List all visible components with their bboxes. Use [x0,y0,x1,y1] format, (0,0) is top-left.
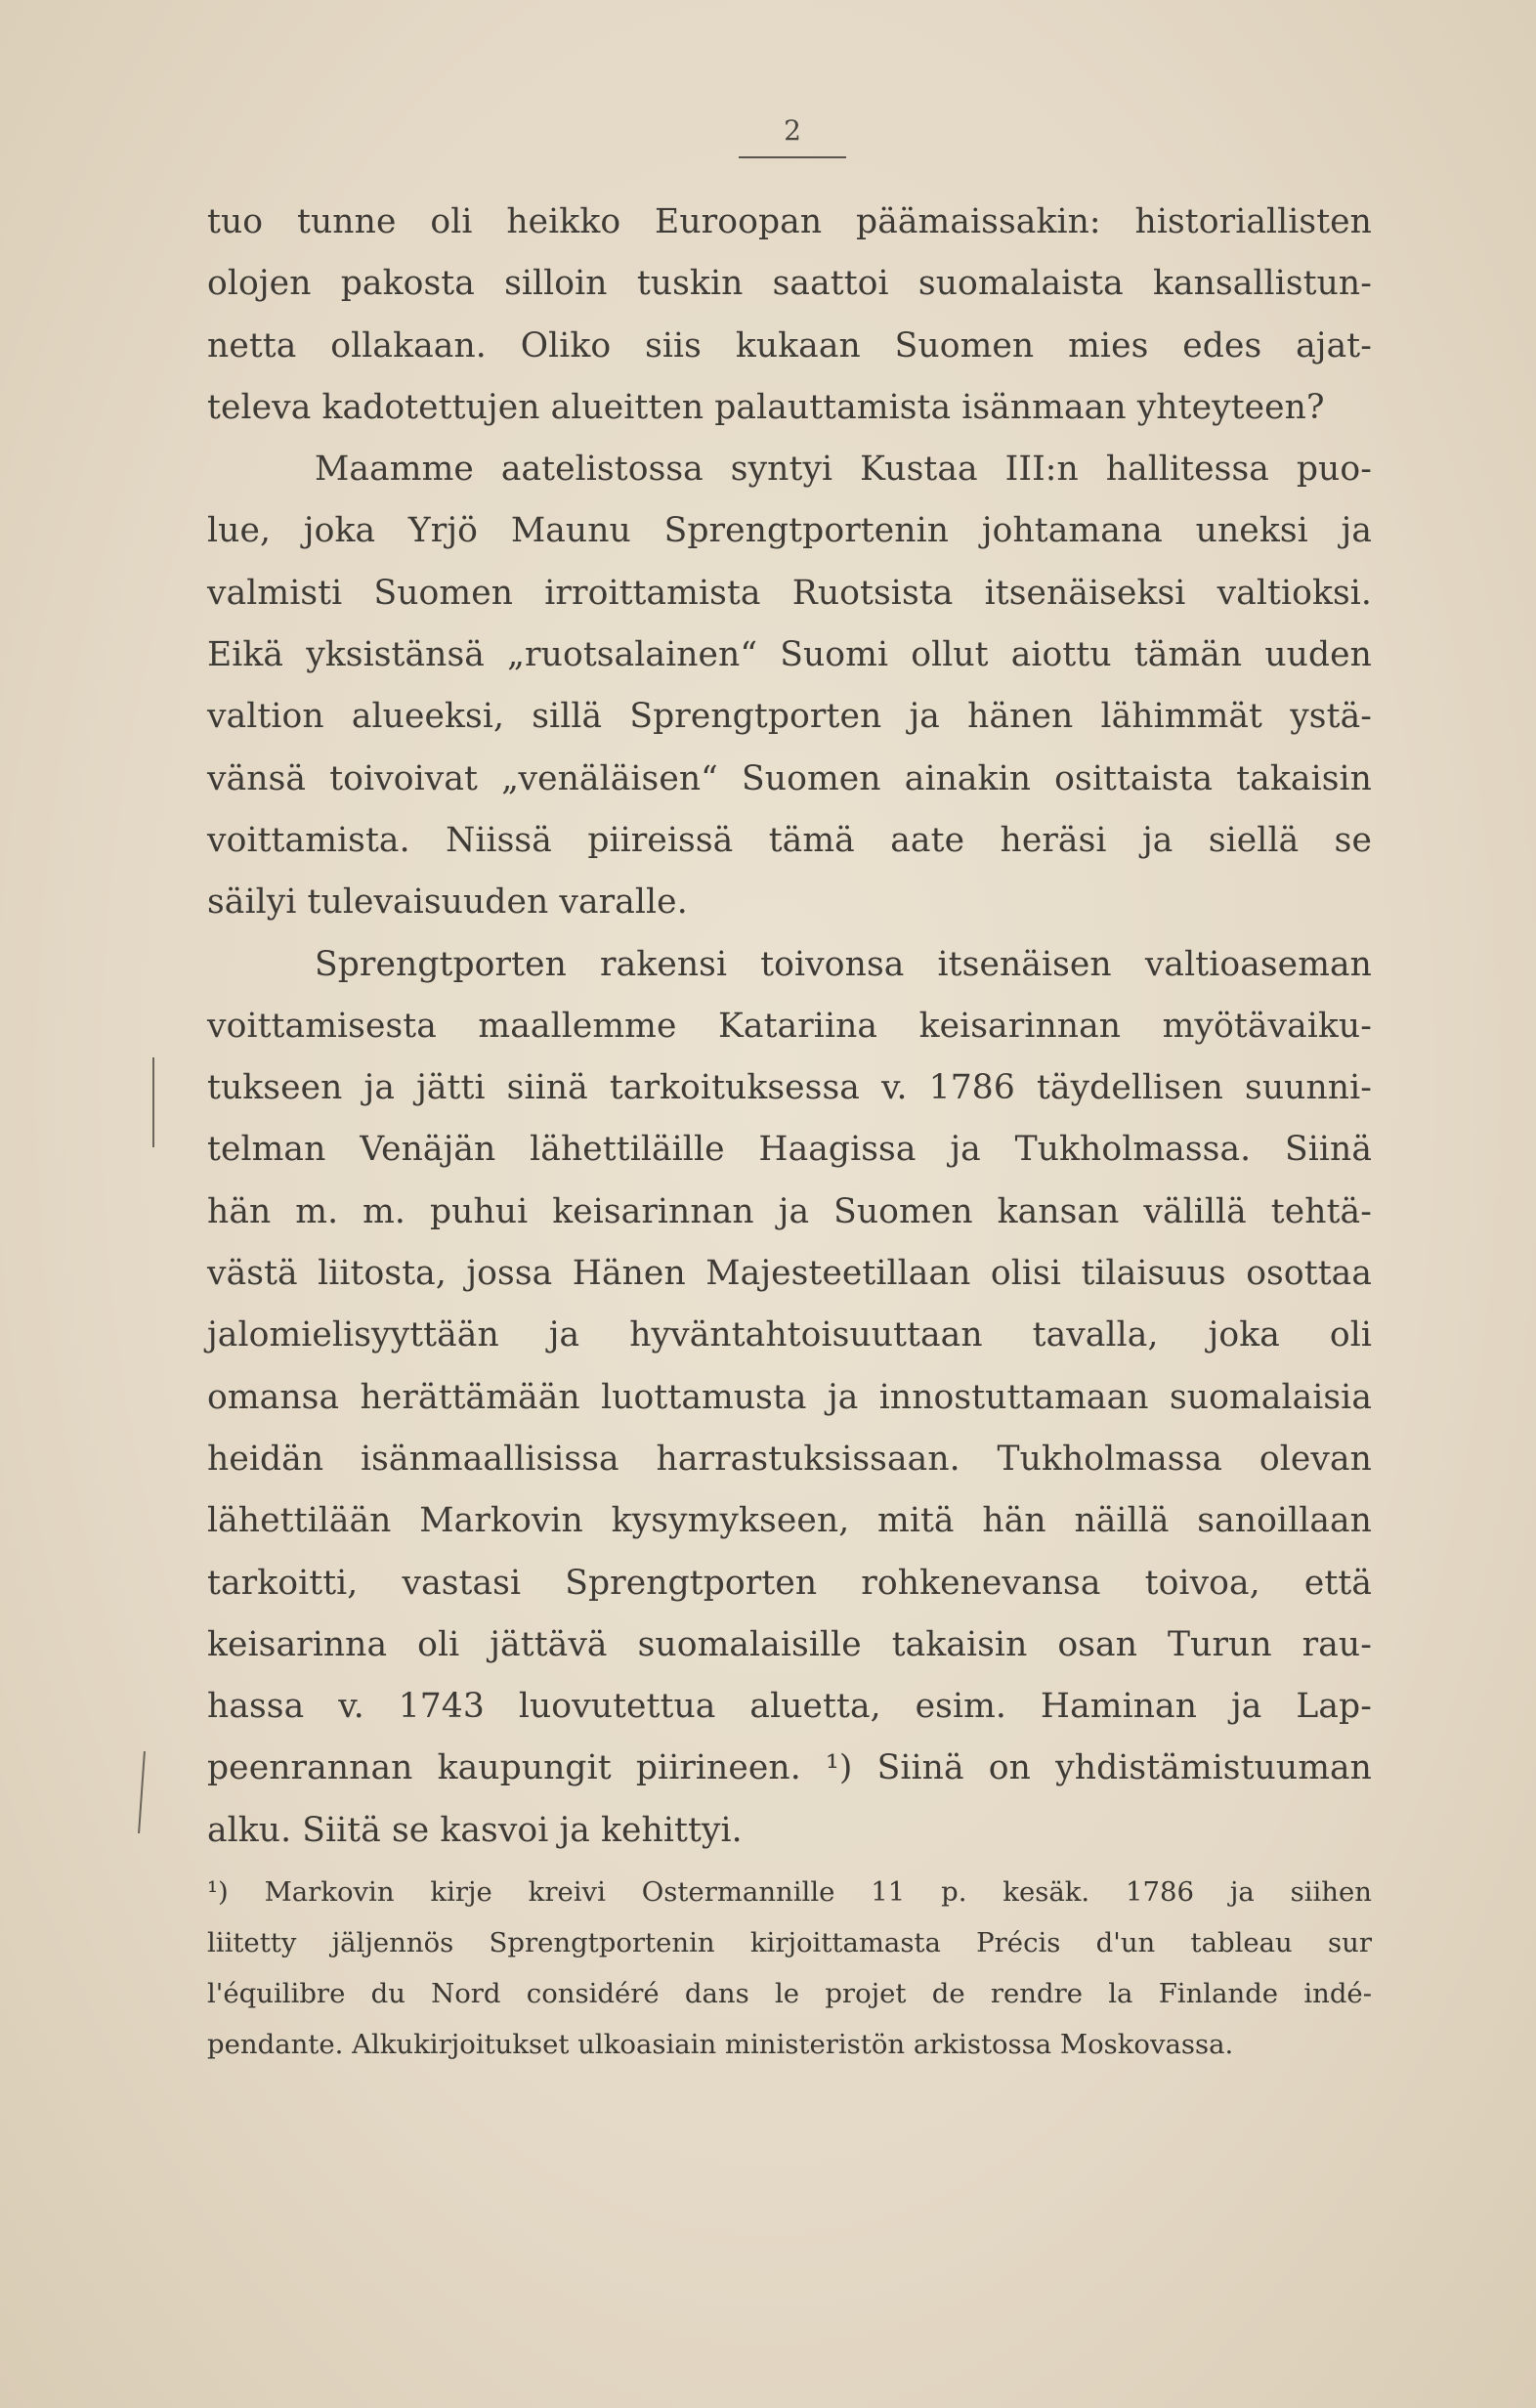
text-line: tarkoitti, vastasi Sprengtporten rohkenevansa toivoa, että [207,1563,1372,1603]
page-number: 2 [784,114,801,147]
text-line: telman Venäjän lähettiläille Haagissa ja Tukholmassa. Siinä [207,1130,1372,1170]
body-text [207,192,1372,1862]
text-line: tuo tunne oli heikko Euroopan päämaissakin: historiallisten [207,202,1372,241]
text-line: heidän isänmaallisissa harrastuksissaan. Tukholmassa olevan [207,1439,1372,1479]
text-line: voittamisesta maallemme Katariina keisarinnan myötävaiku- [207,1006,1372,1046]
text-line: vänsä toivoivat „venäläisen“ Suomen ainakin osittaista takaisin [207,758,1372,798]
text-line: Eikä yksistänsä „ruotsalainen“ Suomi ollut aiottu tämän uuden [207,635,1372,675]
text-line: olojen pakosta silloin tuskin saattoi suomalaista kansallistun- [207,264,1372,304]
text-line: valtion alueeksi, sillä Sprengtporten ja hänen lähimmät ystä- [207,697,1372,737]
text-line: hän m. m. puhui keisarinnan ja Suomen kansan välillä tehtä- [207,1191,1372,1231]
page-number-rule [739,156,846,158]
text-line: alku. Siitä se kasvoi ja kehittyi. [207,1810,743,1850]
text-line: säilyi tulevaisuuden varalle. [207,882,688,923]
margin-pencil-mark [152,1057,154,1147]
text-line: Maamme aatelistossa syntyi Kustaa III:n hallitessa puo- [315,450,1372,490]
text-line: keisarinna oli jättävä suomalaisille takaisin osan Turun rau- [207,1624,1372,1664]
text-line: lähettilään Markovin kysymykseen, mitä hän näillä sanoillaan [207,1501,1372,1541]
footnote-line: l'équilibre du Nord considéré dans le projet de rendre la Finlande indé- [207,1978,1372,2009]
text-line: västä liitosta, jossa Hänen Majesteetillaan olisi tilaisuus osottaa [207,1254,1372,1294]
footnote [207,1867,1372,2070]
text-line: jalomielisyyttään ja hyväntahtoisuuttaan tavalla, joka oli [207,1315,1372,1355]
text-line: televa kadotettujen alueitten palauttamista isänmaan yhteyteen? [207,387,1325,427]
text-line: hassa v. 1743 luovutettua aluetta, esim. Haminan ja Lap- [207,1687,1372,1727]
footnote-line: ¹) Markovin kirje kreivi Ostermannille 11 p. kesäk. 1786 ja siihen [207,1876,1372,1908]
text-line: tukseen ja jätti siinä tarkoituksessa v. 1786 täydellisen suunni- [207,1068,1372,1108]
text-line: Sprengtporten rakensi toivonsa itsenäisen valtioaseman [315,944,1372,984]
text-line: voittamista. Niissä piireissä tämä aate heräsi ja siellä se [207,820,1372,860]
text-line: valmisti Suomen irroittamista Ruotsista itsenäiseksi valtioksi. [207,573,1372,613]
text-line: peenrannan kaupungit piirineen. ¹) Siinä on yhdistämistuuman [207,1748,1372,1788]
footnote-line: pendante. Alkukirjoitukset ulkoasiain ministeristön arkistossa Moskovassa. [207,2029,1234,2060]
footnote-line: liitetty jäljennös Sprengtportenin kirjoittamasta Précis d'un tableau sur [207,1927,1372,1958]
text-line: netta ollakaan. Oliko siis kukaan Suomen mies edes ajat- [207,325,1372,366]
margin-pencil-mark [138,1751,146,1833]
text-line: omansa herättämään luottamusta ja innostuttamaan suomalaisia [207,1377,1372,1417]
text-line: lue, joka Yrjö Maunu Sprengtportenin johtamana uneksi ja [207,511,1372,551]
